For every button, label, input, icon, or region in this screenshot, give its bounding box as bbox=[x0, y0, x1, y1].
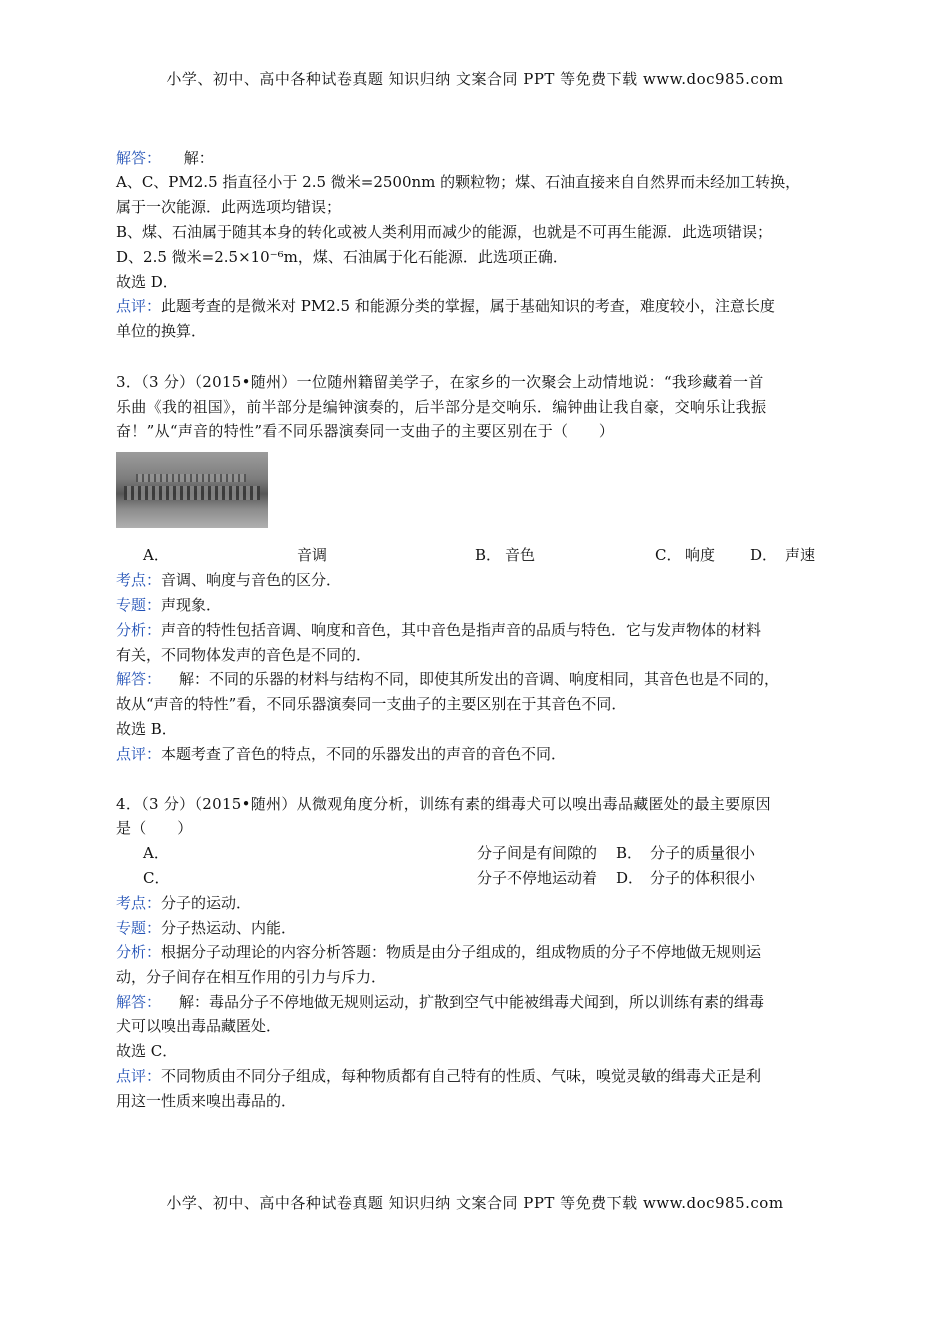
q2-dianping-line-1: 单位的换算． bbox=[116, 322, 207, 340]
q2-dianping-row bbox=[116, 296, 775, 316]
q4-fenxi-line-1: 动，分子间存在相互作用的引力与斥力． bbox=[116, 968, 387, 986]
q4-fenxi-label: 分析： bbox=[116, 943, 162, 961]
q4-option-a-text: 分子间是有间隙的 bbox=[477, 844, 598, 862]
q3-jieda-line-2: 故选 B． bbox=[116, 720, 177, 738]
q3-dianping-row bbox=[116, 744, 566, 764]
q3-kaodian-row bbox=[116, 570, 341, 590]
q3-stem-line-2: 奋！”从“声音的特性”看不同乐器演奏同一支曲子的主要区别在于（ ） bbox=[116, 422, 615, 440]
q4-jieda-label: 解答： bbox=[116, 993, 162, 1011]
q4-option-d-text: 分子的体积很小 bbox=[650, 869, 756, 887]
page-footer: 小学、初中、高中各种试卷真题 知识归纳 文案合同 PPT 等免费下载 www.doc985.com bbox=[166, 1194, 784, 1212]
q4-stem-line-1: 是（ ） bbox=[116, 819, 193, 837]
q4-dianping-row bbox=[116, 1066, 761, 1086]
q3-option-d-text: 声速 bbox=[785, 546, 816, 564]
q4-jieda-row bbox=[116, 992, 764, 1012]
q3-option-a-key: A． bbox=[143, 546, 169, 564]
q4-stem-line-0: 4．（3 分）（2015•随州）从微观角度分析，训练有素的缉毒犬可以嗅出毒品藏匿处的最主要原因 bbox=[116, 795, 771, 813]
q3-option-b-key: B． bbox=[475, 546, 502, 564]
q3-jieda-line-1: 故从“声音的特性”看，不同乐器演奏同一支曲子的主要区别在于其音色不同． bbox=[116, 695, 627, 713]
q2-jieda-line-3: B、煤、石油属于随其本身的转化或被人类利用而减少的能源，也就是不可再生能源．此选项错误； bbox=[116, 223, 773, 241]
q2-jieda-line-0: 解： bbox=[183, 149, 214, 167]
q3-option-c-key: C． bbox=[655, 546, 682, 564]
q3-stem-line-1: 乐曲《我的祖国》，前半部分是编钟演奏的，后半部分是交响乐．编钟曲让我自豪，交响乐让我振 bbox=[116, 398, 767, 416]
page-header: 小学、初中、高中各种试卷真题 知识归纳 文案合同 PPT 等免费下载 www.doc985.com bbox=[166, 70, 784, 88]
q3-jieda-row bbox=[116, 669, 779, 689]
q4-option-c-text: 分子不停地运动着 bbox=[477, 869, 598, 887]
q4-jieda-line-2: 故选 C． bbox=[116, 1042, 178, 1060]
q3-fenxi-row bbox=[116, 620, 761, 640]
q2-dianping-label: 点评： bbox=[116, 297, 162, 315]
q4-zhuanti-label: 专题： bbox=[116, 919, 162, 937]
q4-option-d-key: D． bbox=[616, 869, 644, 887]
q3-fenxi-line-1: 有关，不同物体发声的音色是不同的． bbox=[116, 646, 372, 664]
q3-fenxi-line-0: 声音的特性包括音调、响度和音色，其中音色是指声音的品质与特色．它与发声物体的材料 bbox=[161, 621, 762, 639]
q4-kaodian: 分子的运动． bbox=[161, 894, 252, 912]
q3-option-a-text: 音调 bbox=[297, 546, 328, 564]
q3-zhuanti-label: 专题： bbox=[116, 596, 162, 614]
q4-kaodian-label: 考点： bbox=[116, 894, 162, 912]
q4-dianping-label: 点评： bbox=[116, 1067, 162, 1085]
q3-jieda-label: 解答： bbox=[116, 670, 162, 688]
q3-option-d-key: D． bbox=[750, 546, 778, 564]
q3-jieda-line-0: 解：不同的乐器的材料与结构不同，即使其所发出的音调、响度相同，其音色也是不同的， bbox=[179, 670, 780, 688]
q3-kaodian: 音调、响度与音色的区分． bbox=[161, 571, 342, 589]
q3-option-c-text: 响度 bbox=[685, 546, 716, 564]
q3-option-b-text: 音色 bbox=[505, 546, 536, 564]
q4-option-c-key: C． bbox=[143, 869, 170, 887]
q4-dianping-line-1: 用这一性质来嗅出毒品的． bbox=[116, 1092, 297, 1110]
q3-zhuanti-row bbox=[116, 595, 221, 615]
q3-dianping-label: 点评： bbox=[116, 745, 162, 763]
q4-fenxi-row bbox=[116, 942, 761, 962]
q4-zhuanti-row bbox=[116, 918, 296, 938]
q4-fenxi-line-0: 根据分子动理论的内容分析答题：物质是由分子组成的，组成物质的分子不停地做无规则运 bbox=[161, 943, 762, 961]
q3-dianping: 本题考查了音色的特点，不同的乐器发出的声音的音色不同． bbox=[161, 745, 567, 763]
q4-zhuanti: 分子热运动、内能． bbox=[161, 919, 297, 937]
q2-dianping-line-0: 此题考查的是微米对 PM2.5 和能源分类的掌握，属于基础知识的考查，难度较小，注意长度 bbox=[161, 297, 775, 315]
q2-jieda-line-1: A、C、PM2.5 指直径小于 2.5 微米=2500nm 的颗粒物；煤、石油直接来自自然界而未经加工转换， bbox=[116, 173, 801, 191]
q4-option-b-key: B． bbox=[616, 844, 643, 862]
q4-option-a-key: A． bbox=[143, 844, 169, 862]
q3-kaodian-label: 考点： bbox=[116, 571, 162, 589]
q2-jieda-line-4: D、2.5 微米=2.5×10⁻⁶m，煤、石油属于化石能源．此选项正确． bbox=[116, 248, 568, 266]
q2-jieda-row bbox=[116, 148, 214, 168]
q3-stem-line-0: 3．（3 分）（2015•随州）一位随州籍留美学子，在家乡的一次聚会上动情地说：“我珍藏着一首 bbox=[116, 373, 764, 391]
q4-jieda-line-0: 解：毒品分子不停地做无规则运动，扩散到空气中能被缉毒犬闻到，所以训练有素的缉毒 bbox=[179, 993, 765, 1011]
bianzhong-photo bbox=[116, 452, 268, 528]
q2-jieda-label: 解答： bbox=[116, 149, 162, 167]
q4-kaodian-row bbox=[116, 893, 251, 913]
q4-dianping-line-0: 不同物质由不同分子组成，每种物质都有自己特有的性质、气味，嗅觉灵敏的缉毒犬正是利 bbox=[161, 1067, 762, 1085]
q2-jieda-line-2: 属于一次能源．此两选项均错误； bbox=[116, 198, 342, 216]
q2-jieda-line-5: 故选 D． bbox=[116, 273, 178, 291]
q4-option-b-text: 分子的质量很小 bbox=[650, 844, 756, 862]
q3-fenxi-label: 分析： bbox=[116, 621, 162, 639]
q4-jieda-line-1: 犬可以嗅出毒品藏匿处． bbox=[116, 1017, 282, 1035]
q3-zhuanti: 声现象． bbox=[161, 596, 222, 614]
